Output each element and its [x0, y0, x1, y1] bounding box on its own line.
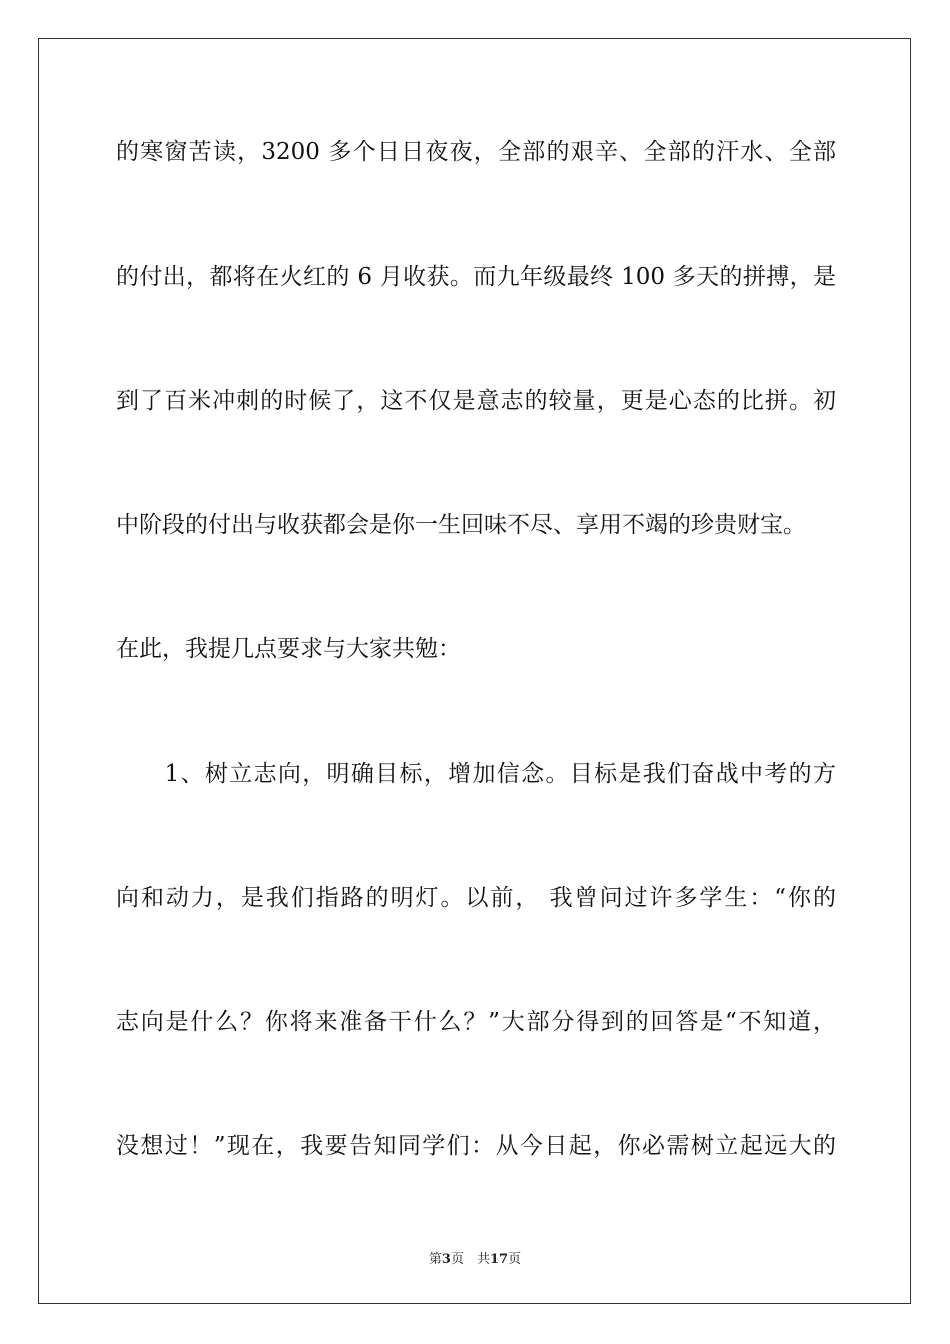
paragraph-line: 中阶段的付出与收获都会是你一生回味不尽、享用不竭的珍贵财宝。 — [116, 512, 806, 538]
paragraph-line: 没想过！”现在，我要告知同学们：从今日起，你必需树立起远大的 — [116, 1133, 836, 1159]
paragraph-line: 在此，我提几点要求与大家共勉： — [116, 636, 461, 662]
paragraph-line: 1、树立志向，明确目标，增加信念。目标是我们奋战中考的方 — [116, 761, 836, 787]
page-total: 17 — [489, 1252, 509, 1267]
paragraph-line: 向和动力，是我们指路的明灯。以前， 我曾问过许多学生：“你的 — [116, 885, 836, 911]
paragraph-line: 的付出，都将在火红的 6 月收获。而九年级最终 100 多天的拼搏，是 — [116, 264, 836, 290]
page-suffix: 页 — [508, 1252, 522, 1267]
paragraph-line: 的寒窗苦读，3200 多个日日夜夜，全部的艰辛、全部的汗水、全部 — [116, 139, 836, 165]
page-prefix: 第 — [428, 1252, 442, 1267]
page-mid: 页 共 — [450, 1252, 490, 1267]
page-border — [38, 38, 911, 1304]
page-current: 3 — [441, 1252, 451, 1267]
paragraph-line: 志向是什么？你将来准备干什么？”大部分得到的回答是“不知道， — [116, 1009, 836, 1035]
page-number-footer — [0, 1248, 950, 1267]
paragraph-line: 到了百米冲刺的时候了，这不仅是意志的较量，更是心态的比拼。初 — [116, 388, 836, 414]
